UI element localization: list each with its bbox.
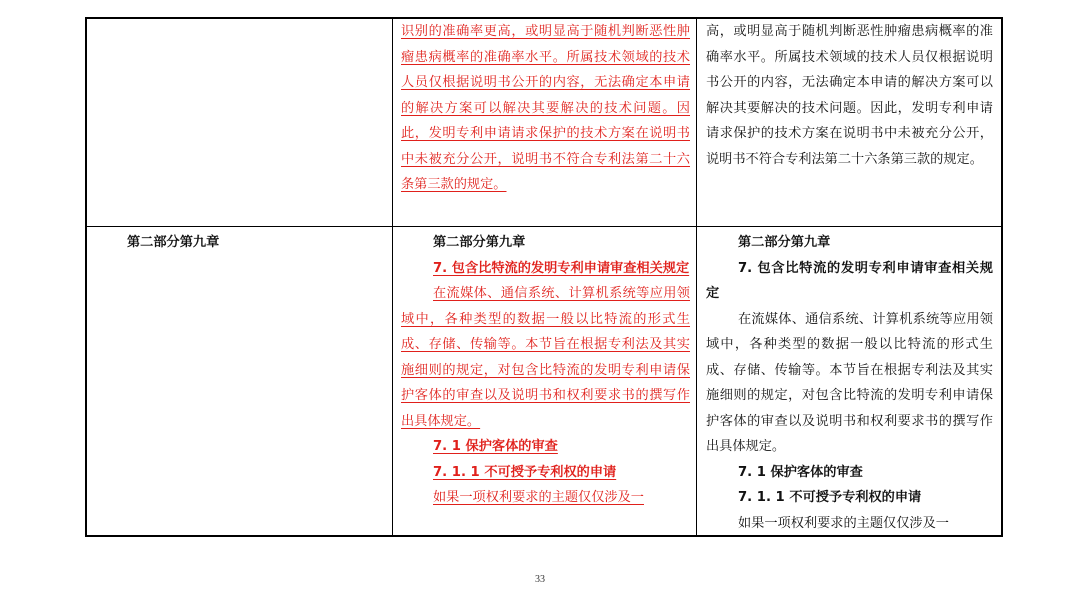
original-subsubsection-title: 7. 1. 1 不可授予专利权的申请 — [738, 490, 922, 505]
row2-location-cell — [87, 227, 393, 535]
row1-location-cell — [87, 19, 393, 227]
revised-part-heading: 第二部分第九章 — [433, 235, 526, 250]
original-subsection-title: 7. 1 保护客体的审查 — [738, 464, 863, 480]
row1-original-text: 高，或明显高于随机判断恶性肿瘤患病概率的准确率水平。所属技术领域的技术人员仅根据说明书公开的内容，无法确定本申请的解决方案可以解决其要解决的技术问题。因此，发明专利申请请求保护的技术方案在说明书中未被充分公开，说明书不符合专利法第二十六条第三款的规定。 — [706, 24, 993, 167]
original-last-line: 如果一项权利要求的主题仅仅涉及一 — [738, 515, 949, 531]
page-number: 33 — [535, 574, 545, 585]
revised-last-line: 如果一项权利要求的主题仅仅涉及一 — [433, 490, 644, 505]
original-part-heading: 第二部分第九章 — [738, 235, 831, 250]
row1-revised-text: 识别的准确率更高，或明显高于随机判断恶性肿瘤患病概率的准确率水平。所属技术领域的技术人员仅根据说明书公开的内容，无法确定本申请的解决方案可以解决其要解决的技术问题。因此，发明专利申请请求保护的技术方案在说明书中未被充分公开，说明书不符合专利法第二十六条第三款的规定。 — [401, 24, 690, 192]
revised-subsubsection-title: 7. 1. 1 不可授予专利权的申请 — [433, 464, 617, 480]
revised-subsection-title: 7. 1 保护客体的审查 — [433, 439, 558, 454]
original-section-title: 7. 包含比特流的发明专利申请审查相关规定 — [706, 260, 993, 301]
row2-original-cell — [697, 227, 1001, 535]
revised-section-title: 7. 包含比特流的发明专利申请审查相关规定 — [433, 260, 690, 276]
original-paragraph: 在流媒体、通信系统、计算机系统等应用领域中，各种类型的数据一般以比特流的形式生成、存储、传输等。本节旨在根据专利法及其实施细则的规定，对包含比特流的发明专利申请保护客体的审查以及说明书和权利要求书的撰写作出具体规定。 — [706, 311, 993, 454]
row2-revised-cell — [393, 227, 697, 535]
row1-original-cell — [697, 19, 1001, 227]
row1-revised-cell — [393, 19, 697, 227]
comparison-table — [85, 17, 1003, 537]
row2-location-label: 第二部分第九章 — [127, 235, 220, 250]
revised-paragraph: 在流媒体、通信系统、计算机系统等应用领域中，各种类型的数据一般以比特流的形式生成、存储、传输等。本节旨在根据专利法及其实施细则的规定，对包含比特流的发明专利申请保护客体的审查以及说明书和权利要求书的撰写作出具体规定。 — [401, 286, 690, 429]
row1-location-text — [87, 19, 392, 23]
